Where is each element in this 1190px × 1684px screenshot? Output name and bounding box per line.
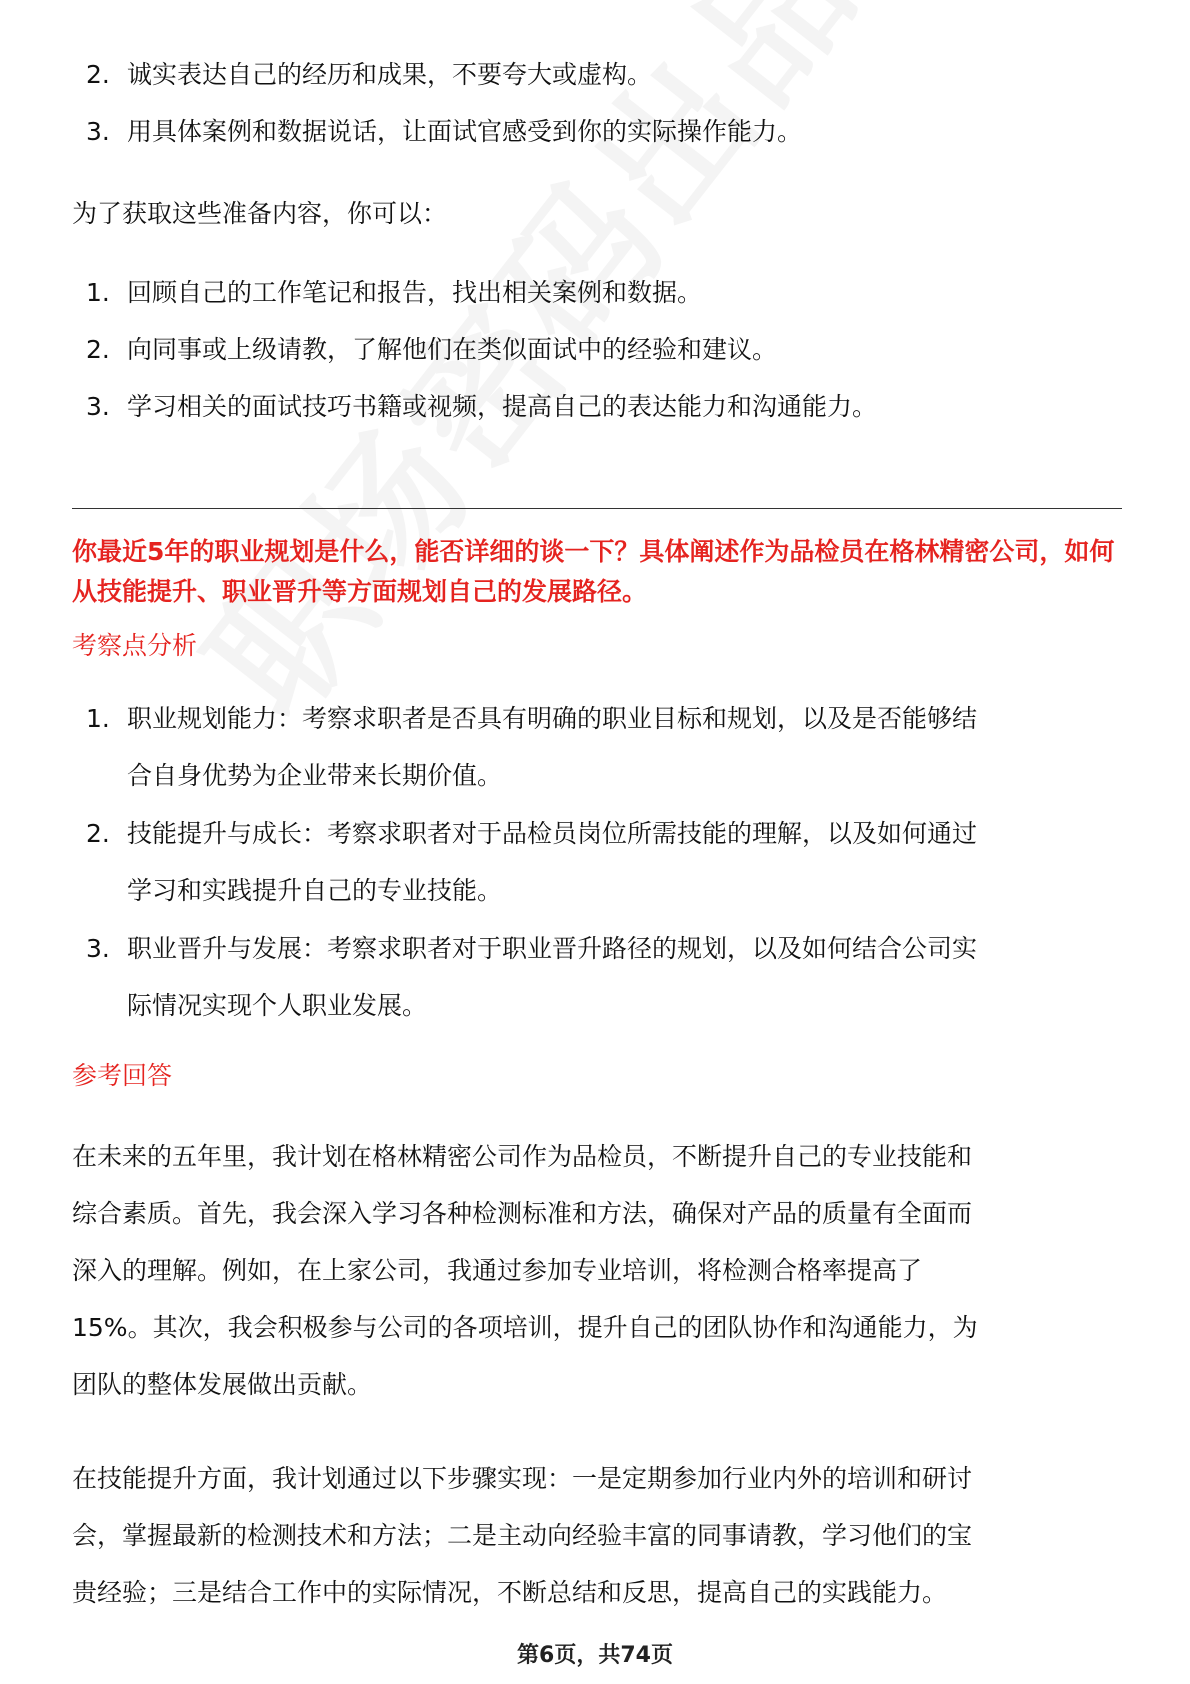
- list-text-line: 际情况实现个人职业发展。: [127, 991, 428, 1020]
- tips-list: [72, 46, 1122, 160]
- answer-line: 在技能提升方面，我计划通过以下步骤实现：一是定期参加行业内外的培训和研讨: [72, 1464, 973, 1493]
- answer-paragraph-1: [72, 1128, 1122, 1413]
- list-text-line: 职业晋升与发展：考察求职者对于职业晋升路径的规划，以及如何结合公司实: [127, 934, 978, 963]
- answer-line: 团队的整体发展做出贡献。: [72, 1370, 373, 1399]
- list-number: 3.: [86, 117, 110, 146]
- answer-line: 深入的理解。例如，在上家公司，我通过参加专业培训，将检测合格率提高了: [72, 1256, 923, 1285]
- list-text-line: 技能提升与成长：考察求职者对于品检员岗位所需技能的理解，以及如何通过: [127, 819, 978, 848]
- list-text: 用具体案例和数据说话，让面试官感受到你的实际操作能力。: [127, 117, 803, 146]
- list-number: 2.: [86, 335, 110, 364]
- answer-line: 会，掌握最新的检测技术和方法；二是主动向经验丰富的同事请教，学习他们的宝: [72, 1521, 973, 1550]
- list-item: [72, 264, 1122, 321]
- answer-line: 综合素质。首先，我会深入学习各种检测标准和方法，确保对产品的质量有全面而: [72, 1199, 973, 1228]
- analysis-heading: 考察点分析: [72, 631, 198, 660]
- list-number: 3.: [86, 392, 110, 421]
- list-text: 向同事或上级请教，了解他们在类似面试中的经验和建议。: [127, 335, 778, 364]
- interview-question: 你最近5年的职业规划是什么，能否详细的谈一下？具体阐述作为品检员在格林精密公司，如何从技能提升、职业晋升等方面规划自己的发展路径。: [72, 537, 1115, 606]
- list-text: 学习相关的面试技巧书籍或视频，提高自己的表达能力和沟通能力。: [127, 392, 878, 421]
- analysis-list: [72, 690, 1122, 1034]
- list-number: 1.: [86, 278, 110, 307]
- list-item: [72, 46, 1122, 103]
- list-text: 诚实表达自己的经历和成果，不要夸大或虚构。: [127, 60, 653, 89]
- list-text-line: 学习和实践提升自己的专业技能。: [127, 876, 503, 905]
- list-text: 回顾自己的工作笔记和报告，找出相关案例和数据。: [127, 278, 703, 307]
- answer-line: 在未来的五年里，我计划在格林精密公司作为品检员，不断提升自己的专业技能和: [72, 1142, 973, 1171]
- list-item: [72, 103, 1122, 160]
- answer-paragraph-2: [72, 1450, 1122, 1621]
- list-item: [72, 805, 1122, 919]
- list-item: [72, 920, 1122, 1034]
- list-text-line: 职业规划能力：考察求职者是否具有明确的职业目标和规划，以及是否能够结: [127, 704, 978, 733]
- list-text-line: 合自身优势为企业带来长期价值。: [127, 761, 503, 790]
- section-divider: [72, 508, 1122, 509]
- list-number: 2.: [86, 819, 110, 848]
- prep-intro: 为了获取这些准备内容，你可以：: [72, 199, 448, 228]
- list-number: 3.: [86, 934, 110, 963]
- list-item: [72, 321, 1122, 378]
- prep-list: [72, 264, 1122, 435]
- list-number: 1.: [86, 704, 110, 733]
- answer-heading: 参考回答: [72, 1061, 173, 1090]
- list-item: [72, 378, 1122, 435]
- page-footer: 第6页，共74页: [517, 1643, 673, 1668]
- list-item: [72, 690, 1122, 804]
- answer-line: 贵经验；三是结合工作中的实际情况，不断总结和反思，提高自己的实践能力。: [72, 1578, 948, 1607]
- answer-line: 15%。其次，我会积极参与公司的各项培训，提升自己的团队协作和沟通能力，为: [72, 1313, 978, 1342]
- list-number: 2.: [86, 60, 110, 89]
